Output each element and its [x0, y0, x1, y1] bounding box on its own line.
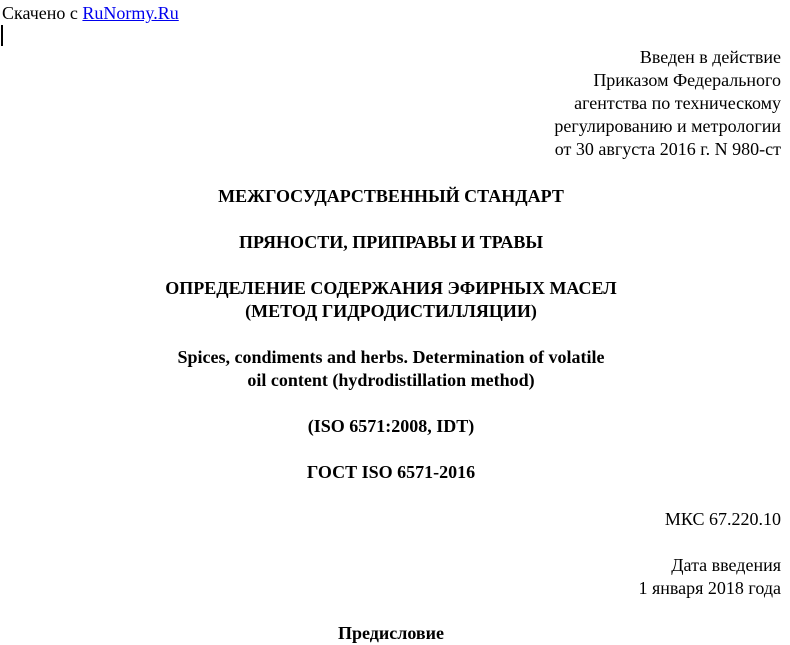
effective-date-block	[638, 554, 781, 600]
text-cursor	[1, 25, 3, 46]
enactment-line-1: Введен в действие	[639, 47, 781, 67]
enactment-line-4: регулированию и метрологии	[554, 116, 781, 136]
effective-date-label: Дата введения	[671, 555, 781, 575]
standard-category: МЕЖГОСУДАРСТВЕННЫЙ СТАНДАРТ	[218, 186, 564, 206]
standard-subject: ПРЯНОСТИ, ПРИПРАВЫ И ТРАВЫ	[238, 232, 544, 252]
enactment-line-2: Приказом Федерального	[593, 70, 781, 90]
iso-reference: (ISO 6571:2008, IDT)	[307, 416, 475, 436]
foreword-heading: Предисловие	[338, 623, 444, 643]
mks-code: МКС 67.220.10	[664, 509, 781, 529]
gost-number: ГОСТ ISO 6571-2016	[306, 462, 476, 482]
enactment-line-5: от 30 августа 2016 г. N 980-ст	[554, 139, 781, 159]
enactment-note	[554, 46, 781, 161]
title-en-line-1: Spices, condiments and herbs. Determination of volatile	[177, 347, 605, 367]
title-ru-line-2: (МЕТОД ГИДРОДИСТИЛЛЯЦИИ)	[245, 301, 537, 321]
title-en-line-2: oil content (hydrodistillation method)	[247, 370, 535, 390]
standard-title-ru	[0, 277, 782, 323]
enactment-line-3: агентства по техническому	[574, 93, 781, 113]
effective-date-value: 1 января 2018 года	[638, 578, 781, 598]
source-link[interactable]: RuNormy.Ru	[82, 3, 179, 23]
standard-title-en	[0, 346, 782, 392]
title-ru-line-1: ОПРЕДЕЛЕНИЕ СОДЕРЖАНИЯ ЭФИРНЫХ МАСЕЛ	[165, 278, 617, 298]
source-prefix: Скачено с	[2, 3, 83, 23]
source-line	[2, 2, 179, 25]
